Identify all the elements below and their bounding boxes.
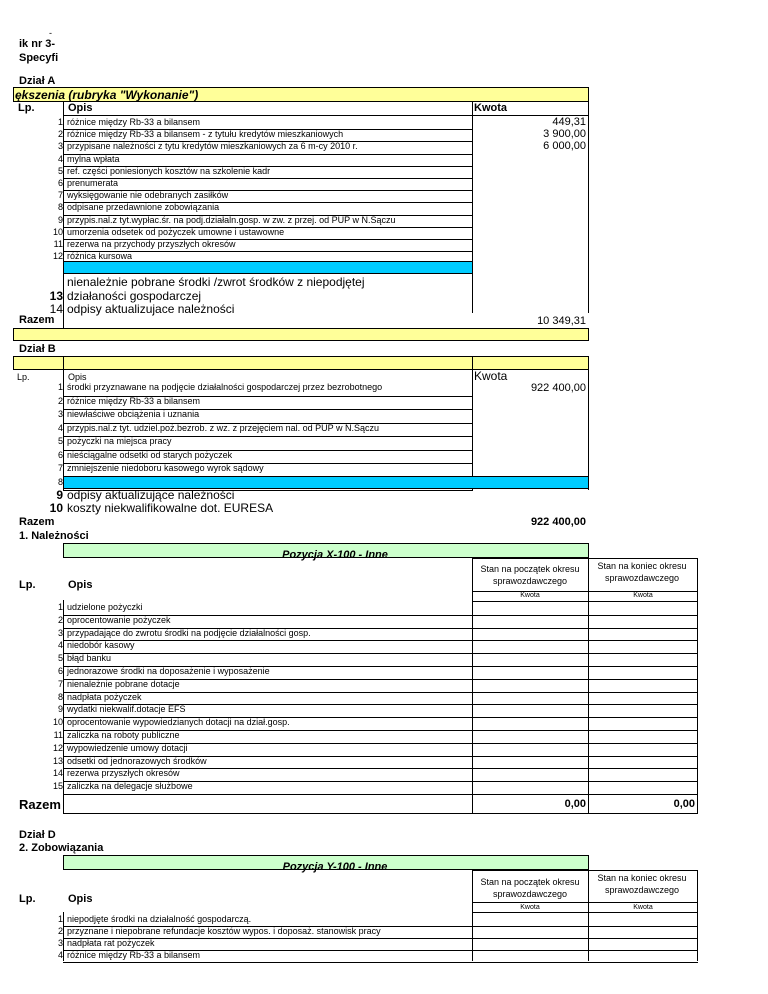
row-number: 11 bbox=[53, 239, 63, 249]
row-description: przypisane należności z tytu kredytów mieszkaniowych za 6 m-cy 2010 r. bbox=[67, 141, 358, 152]
row-description: nadpłata pożyczek bbox=[67, 691, 142, 702]
row-description: odpisane przedawnione zobowiązania bbox=[67, 202, 220, 213]
row-description: mylna wpłata bbox=[67, 153, 120, 164]
row-number: 7 bbox=[57, 463, 63, 473]
dzial-a-bottom-bar bbox=[13, 328, 589, 341]
row-number: 4 bbox=[57, 950, 63, 961]
dzial-b-row10-desc: koszty niekwalifikowalne dot. EURESA bbox=[67, 501, 274, 515]
naleznosci-col-kwota1: Kwota bbox=[520, 592, 540, 599]
row-number: 6 bbox=[57, 666, 63, 676]
dzial-b-header-bar bbox=[13, 356, 589, 370]
naleznosci-col-start: Stan na początek okresu sprawozdawczego bbox=[480, 564, 580, 586]
dzial-a-col-opis: Opis bbox=[68, 102, 93, 114]
dzial-a-razem-value: 10 349,31 bbox=[537, 315, 586, 327]
dzial-b-row10-num: 10 bbox=[49, 501, 63, 515]
row-number: 5 bbox=[57, 653, 63, 664]
row-number: 4 bbox=[57, 640, 63, 651]
row-number: 9 bbox=[57, 704, 63, 715]
row-number: 3 bbox=[57, 938, 63, 949]
naleznosci-col-opis: Opis bbox=[68, 579, 93, 591]
row-number: 10 bbox=[52, 226, 63, 237]
row-separator bbox=[63, 938, 698, 939]
naleznosci-title: 1. Należności bbox=[19, 530, 89, 542]
row-number: 4 bbox=[57, 153, 63, 164]
row-description: różnice między Rb-33 a bilansem bbox=[67, 395, 201, 406]
row-description: środki przyznawane na podjęcie działalności gospodarczej przez bezrobotnego bbox=[67, 382, 383, 392]
dzial-a-row14-num: 14 bbox=[49, 302, 63, 316]
naleznosci-col-kwota2: Kwota bbox=[633, 592, 653, 599]
naleznosci-grid-line bbox=[472, 591, 698, 592]
naleznosci-grid-line bbox=[588, 558, 589, 814]
dzial-b-grid-line bbox=[63, 370, 64, 490]
row-description: różnice między Rb-33 a bilansem bbox=[67, 950, 201, 961]
dzial-a-subtitle: ększenia (rubryka "Wykonanie") bbox=[15, 88, 199, 102]
header-line2: Specyfi bbox=[19, 52, 59, 64]
row-number: 1 bbox=[57, 382, 63, 392]
dzial-b-row9-num: 9 bbox=[56, 488, 63, 502]
row-separator bbox=[63, 794, 698, 795]
row-description: prenumerata bbox=[67, 178, 119, 188]
row-description: przypadające do zwrotu środki na podjęcie działalności gosp. bbox=[67, 627, 311, 638]
row-description: niedobór kasowy bbox=[67, 640, 135, 651]
dzial-b-row9-desc: odpisy aktualizujące należności bbox=[67, 488, 235, 502]
row-description: nieściągalne odsetki od starych pożyczek bbox=[67, 449, 233, 460]
header-line1: ik nr 3- bbox=[19, 38, 56, 50]
row-description: zmniejszenie niedoboru kasowego wyrok sądowy bbox=[67, 463, 264, 473]
dzial-a-row14-desc: odpisy aktualizujace należności bbox=[67, 302, 235, 316]
row-description: umorzenia odsetek od pożyczek umowne i ustawowne bbox=[67, 226, 285, 237]
row-description: oprocentowanie pożyczek bbox=[67, 614, 171, 625]
dzial-b-grid-line bbox=[588, 370, 589, 490]
row-amount: 6 000,00 bbox=[543, 140, 586, 153]
zobowiazania-grid-line bbox=[63, 912, 64, 961]
row-description: rezerwa na przychody przyszłych okresów bbox=[67, 239, 236, 249]
row-number: 5 bbox=[57, 165, 63, 176]
row-number: 11 bbox=[53, 730, 63, 740]
row-number: 2 bbox=[57, 614, 63, 625]
dzial-a-col-kwota: Kwota bbox=[474, 102, 507, 114]
row-number: 13 bbox=[52, 755, 63, 766]
row-number: 1 bbox=[57, 117, 63, 127]
dzial-a-row12-highlight bbox=[63, 261, 473, 274]
row-number: 3 bbox=[57, 141, 63, 152]
zobowiazania-col-start: Stan na początek okresu sprawozdawczego bbox=[480, 877, 580, 899]
naleznosci-grid-line bbox=[63, 813, 698, 814]
row-description: różnice między Rb-33 a bilansem bbox=[67, 117, 201, 127]
row-separator bbox=[63, 653, 698, 654]
dzial-a-title: Dział A bbox=[19, 75, 56, 87]
naleznosci-razem-start: 0,00 bbox=[564, 798, 586, 810]
row-description: zaliczka na delegacje służbowe bbox=[67, 781, 193, 792]
dzial-a-col-lp: Lp. bbox=[18, 102, 35, 114]
zobowiazania-grid-line bbox=[472, 870, 698, 871]
row-number: 10 bbox=[52, 717, 63, 728]
row-amount: 449,31 bbox=[552, 116, 586, 128]
zobowiazania-grid-line bbox=[472, 912, 698, 913]
row-description: wyksięgowanie nie odebranych zasiłków bbox=[67, 190, 229, 201]
row-number: 7 bbox=[57, 678, 63, 689]
naleznosci-grid-line bbox=[472, 558, 473, 814]
dzial-b-grid-line bbox=[63, 356, 64, 370]
row-separator bbox=[63, 692, 698, 693]
row-amount: 922 400,00 bbox=[530, 382, 586, 394]
dzial-a-razem-label: Razem bbox=[19, 314, 55, 326]
row-number: 5 bbox=[57, 436, 63, 446]
row-number: 2 bbox=[57, 395, 63, 406]
naleznosci-grid-line bbox=[472, 558, 698, 559]
dzial-b-col-opis: Opis bbox=[68, 372, 87, 382]
row-description: wypowiedzenie umowy dotacji bbox=[67, 742, 188, 753]
zobowiazania-grid-line bbox=[588, 870, 589, 961]
row-number: 8 bbox=[57, 691, 63, 702]
dzial-b-col-lp: Lp. bbox=[17, 372, 30, 382]
row-number: 8 bbox=[57, 202, 63, 213]
row-description: ref. części poniesionych kosztów na szkolenie kadr bbox=[67, 165, 271, 176]
row-number: 9 bbox=[57, 214, 63, 225]
row-description: pożyczki na miejsca pracy bbox=[67, 436, 172, 446]
row-description: niewłaściwe obciążenia i uznania bbox=[67, 409, 200, 419]
row-number: 6 bbox=[57, 449, 63, 460]
row-separator bbox=[63, 178, 473, 179]
dzial-a-subtitle-bar bbox=[13, 87, 589, 102]
row-description: jednorazowe środki na doposażenie i wyposażenie bbox=[67, 666, 270, 676]
zobowiazania-col-kwota2: Kwota bbox=[633, 904, 653, 911]
row-separator bbox=[63, 640, 698, 641]
row-number: 2 bbox=[57, 129, 63, 140]
row-number: 3 bbox=[57, 409, 63, 419]
row-description: błąd banku bbox=[67, 653, 112, 664]
zobowiazania-col-kwota1: Kwota bbox=[520, 904, 540, 911]
naleznosci-razem-label: Razem bbox=[19, 797, 61, 812]
row-description: niepodjęte środki na działalność gospodarczą. bbox=[67, 914, 252, 924]
zobowiazania-title: 2. Zobowiązania bbox=[19, 842, 104, 854]
row-amount: 3 900,00 bbox=[543, 128, 586, 141]
row-number: 7 bbox=[57, 190, 63, 201]
row-number: 15 bbox=[52, 781, 63, 792]
naleznosci-pozycja: Pozycja X-100 - Inne bbox=[282, 549, 388, 561]
dzial-b-grid-line bbox=[472, 356, 473, 370]
row-description: różnice między Rb-33 a bilansem - z tytułu kredytów mieszkaniowych bbox=[67, 129, 344, 140]
row-number: 4 bbox=[57, 422, 63, 433]
zobowiazania-pozycja-bar bbox=[63, 855, 589, 873]
row-description: nadpłata rat pożyczek bbox=[67, 938, 155, 949]
naleznosci-col-lp: Lp. bbox=[19, 579, 36, 591]
dzial-a-row13-num: 13 bbox=[49, 289, 63, 303]
row-number: 12 bbox=[52, 742, 63, 753]
dzial-b-title: Dział B bbox=[19, 343, 56, 355]
row-separator bbox=[63, 962, 698, 963]
dzial-b-razem-label: Razem bbox=[19, 516, 55, 528]
naleznosci-razem-end: 0,00 bbox=[673, 798, 695, 810]
row-number: 6 bbox=[57, 178, 63, 188]
zobowiazania-grid-line bbox=[472, 870, 473, 961]
dzial-b-razem-value: 922 400,00 bbox=[530, 516, 586, 528]
naleznosci-grid-line bbox=[697, 558, 698, 814]
row-number: 8 bbox=[57, 476, 63, 487]
header-mark: - bbox=[49, 28, 52, 38]
zobowiazania-col-lp: Lp. bbox=[19, 893, 36, 905]
row-description: oprocentowanie wypowiedzianych dotacji na dział.gosp. bbox=[67, 717, 290, 728]
zobowiazania-col-end: Stan na koniec okresu sprawozdawczego bbox=[597, 873, 687, 895]
row-description: przypis.nal.z tyt. udziel.poż.bezrob. z wz. z przejęciem nal. od PUP w N.Sączu bbox=[67, 422, 379, 433]
zobowiazania-grid-line bbox=[472, 902, 698, 903]
row-description: nienależnie pobrane dotacje bbox=[67, 678, 180, 689]
zobowiazania-col-opis: Opis bbox=[68, 893, 93, 905]
zobowiazania-pozycja: Pozycja Y-100 - Inne bbox=[282, 861, 388, 873]
zobowiazania-grid-line bbox=[697, 870, 698, 961]
row-number: 2 bbox=[57, 926, 63, 937]
row-description: różnica kursowa bbox=[67, 251, 133, 262]
row-number: 1 bbox=[57, 914, 63, 924]
naleznosci-grid-line bbox=[472, 601, 698, 602]
row-description: rezerwa przyszłych okresów bbox=[67, 768, 180, 779]
dzial-a-row13-line2: działaności gospodarczej bbox=[67, 289, 202, 303]
row-number: 1 bbox=[57, 602, 63, 612]
row-number: 3 bbox=[57, 627, 63, 638]
dzial-b-col-kwota: Kwota bbox=[474, 369, 508, 383]
dzial-a-grid-line bbox=[588, 102, 589, 313]
row-description: przyznane i niepobrane refundacje kosztów wypos. i doposaż. stanowisk pracy bbox=[67, 926, 381, 937]
row-description: wydatki niekwalif.dotacje EFS bbox=[67, 704, 186, 715]
naleznosci-col-end: Stan na koniec okresu sprawozdawczego bbox=[597, 561, 687, 583]
row-separator bbox=[63, 154, 473, 155]
row-description: zaliczka na roboty publiczne bbox=[67, 730, 180, 740]
naleznosci-pozycja-bar bbox=[63, 543, 589, 561]
row-number: 12 bbox=[52, 251, 63, 262]
row-description: udzielone pożyczki bbox=[67, 602, 143, 612]
dzial-d-title: Dział D bbox=[19, 829, 56, 841]
dzial-a-row13-line1: nienależnie pobrane środki /zwrot środków z niepodjętej bbox=[67, 275, 365, 289]
row-description: przypis.nal.z tyt.wypłac.śr. na podj.działaln.gosp. w zw. z przej. od PUP w N.Sączu bbox=[67, 214, 396, 225]
row-number: 14 bbox=[52, 768, 63, 779]
row-description: odsetki od jednorazowych środków bbox=[67, 755, 207, 766]
